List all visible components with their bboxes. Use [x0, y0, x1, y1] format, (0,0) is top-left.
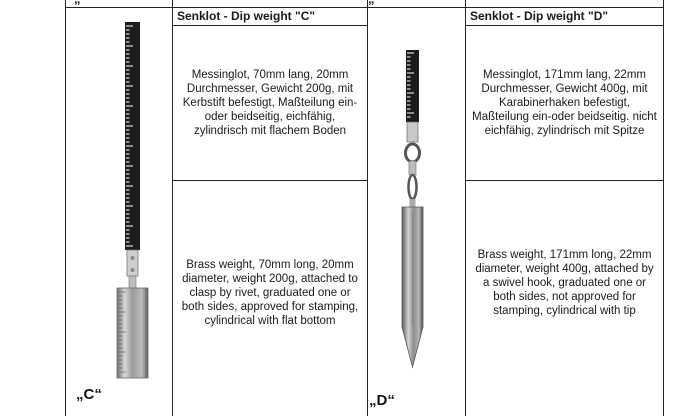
product-c-label: „C“	[76, 386, 102, 403]
header-dip-weight-c: Senklot - Dip weight "C"	[177, 9, 316, 23]
description-d-german: Messinglot, 171mm lang, 22mm Durchmesser, Gewicht 400g, mit Karabinerhaken befestigt, Maßteilung ein-oder beidseitig. nicht eichfähig, zylindrisch mit Spitze	[472, 69, 657, 137]
top-fragment-left	[74, 0, 81, 6]
description-c-german: Messinglot, 70mm lang, 20mm Durchmesser, Gewicht 200g, mit Kerbstift befestigt, Maßteilung ein- oder beidseitig, eichfähig, zylindrisch mit flachem Boden	[182, 69, 358, 137]
col-line-5	[663, 0, 664, 416]
product-d-label: „D“	[369, 392, 395, 409]
dip-weight-c-image	[100, 20, 160, 390]
top-fragment-right	[368, 0, 375, 6]
description-d-english: Brass weight, 171mm long, 22mm diameter, weight 400g, attached by a swivel hook, graduated one or both sides, not approved for stamping, cylindrical with tip	[475, 248, 654, 317]
dip-weight-d-image	[383, 45, 443, 390]
col-line-3	[367, 0, 368, 416]
col-line-1	[65, 0, 66, 416]
description-c-english: Brass weight, 70mm long, 20mm diameter, weight 200g, attached to clasp by rivet, graduated one or both sides, approved for stamping, cylindrical with flat bottom	[181, 258, 359, 327]
header-dip-weight-d: Senklot - Dip weight "D"	[470, 9, 609, 23]
